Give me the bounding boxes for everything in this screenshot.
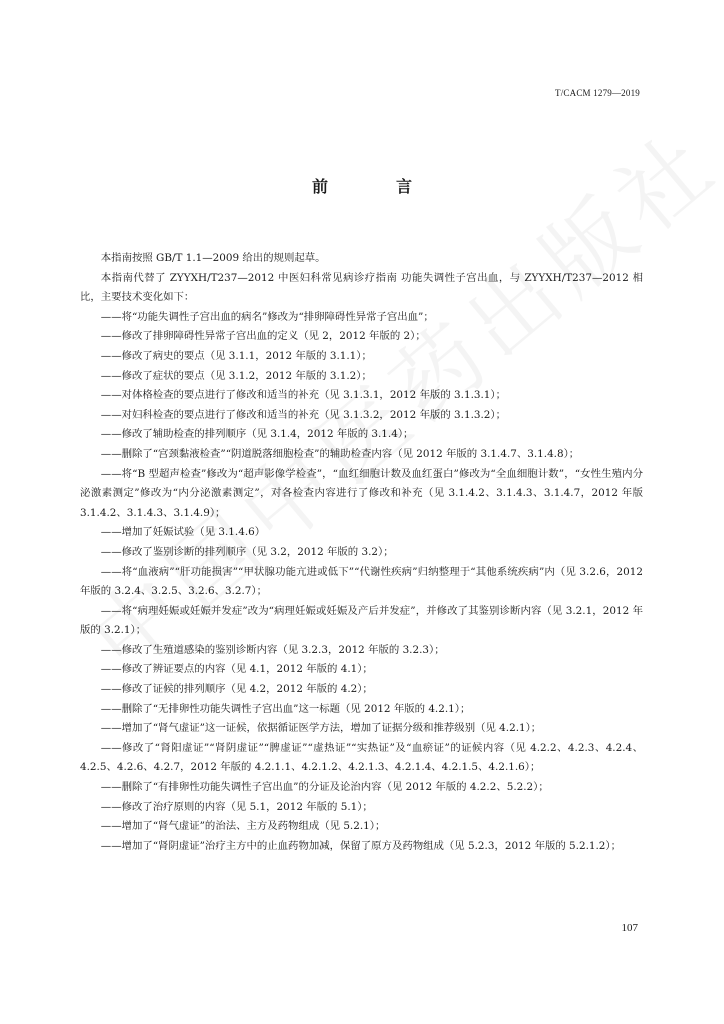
paragraph: ——对体格检查的要点进行了修改和适当的补充（见 3.1.3.1，2012 年版的 3.1.3.1）； <box>100 389 506 402</box>
paragraph: ——增加了“肾阴虚证”治疗主方中的止血药物加减，保留了原方及药物组成（见 5.2.3，2012 年版的 5.2.1.2）； <box>100 839 621 852</box>
paragraph: ——修改了辅助检查的排列顺序（见 3.1.4，2012 年版的 3.1.4）； <box>100 428 414 441</box>
paragraph: ——增加了“肾气虚证”的治法、主方及药物组成（见 5.2.1）； <box>100 820 386 833</box>
paragraph: ——删除了“无排卵性功能失调性子宫出血”这一标题（见 2012 年版的 4.2.1）； <box>100 702 471 715</box>
paragraph: ——将“病理妊娠或妊娠并发症”改为“病理妊娠或妊娠及产后并发症”，并修改了其鉴别诊断内容（见 3.2.1，2012 年版的 3.2.1）； <box>80 604 643 637</box>
paragraph: ——将“B 型超声检查”修改为“超声影像学检查”，“血红细胞计数及血红蛋白”修改为“全血细胞计数”，“女性生殖内分泌激素测定”修改为“内分泌激素测定”，对各检查内容进行了修改和补充（见 3.1.4.2、3.1.4.3、3.1.4.7，2012 年版 3.1.4.2、3.1.4.3、3.1.4.9）； <box>80 467 643 519</box>
paragraph: ——修改了鉴别诊断的排列顺序（见 3.2，2012 年版的 3.2）； <box>100 545 394 558</box>
paragraph: ——将“血液病”“肝功能损害”“甲状腺功能亢进或低下”“代谢性疾病”归纳整理于“其他系统疾病”内（见 3.2.6，2012 年版的 3.2.4、3.2.5、3.2.6、3.2.7）； <box>80 565 643 598</box>
paragraph: ——修改了病史的要点（见 3.1.1，2012 年版的 3.1.1）； <box>100 349 372 362</box>
paragraph: ——修改了“肾阳虚证”“肾阴虚证”“脾虚证”“虚热证”“实热证”及“血瘀证”的证候内容（见 4.2.2、4.2.3、4.2.4、4.2.5、4.2.6、4.2.7，2012 年版的 4.2.1.1、4.2.1.2、4.2.1.3、4.2.1.4、4.2.1.5、4.2.1.6）； <box>80 741 643 774</box>
standard-code: T/CACM 1279—2019 <box>555 88 640 98</box>
paragraph: ——修改了排卵障碍性异常子宫出血的定义（见 2，2012 年版的 2）； <box>100 330 426 343</box>
paragraph: ——修改了生殖道感染的鉴别诊断内容（见 3.2.3，2012 年版的 3.2.3）； <box>100 643 445 656</box>
paragraph: ——修改了证候的排列顺序（见 4.2，2012 年版的 4.2）； <box>100 683 373 696</box>
paragraph: ——增加了妊娠试验（见 3.1.4.6） <box>100 526 266 539</box>
page-title: 前 言 <box>311 177 438 196</box>
paragraph: ——删除了“有排卵性功能失调性子宫出血”的分证及论治内容（见 2012 年版的 4.2.2、5.2.2）； <box>100 781 549 794</box>
paragraph: ——删除了“宫颈黏液检查”“阴道脱落细胞检查”的辅助检查内容（见 2012 年版的 3.1.4.7、3.1.4.8）； <box>100 447 580 460</box>
paragraph: ——修改了症状的要点（见 3.1.2，2012 年版的 3.1.2）； <box>100 369 372 382</box>
paragraph: ——将“功能失调性子宫出血的病名”修改为“排卵障碍性异常子宫出血”； <box>100 310 434 323</box>
paragraph: ——对妇科检查的要点进行了修改和适当的补充（见 3.1.3.2，2012 年版的 3.1.3.2）； <box>100 408 506 421</box>
paragraph: 本指南按照 GB/T 1.1—2009 给出的规则起草。 <box>100 252 326 264</box>
page-number: 107 <box>621 922 638 934</box>
foreword-body <box>80 249 643 856</box>
paragraph: ——修改了辨证要点的内容（见 4.1，2012 年版的 4.1）； <box>100 663 373 676</box>
paragraph: ——修改了治疗原则的内容（见 5.1，2012 年版的 5.1）； <box>100 800 373 813</box>
paragraph: 本指南代替了 ZYYXH/T237—2012 中医妇科常见病诊疗指南 功能失调性子宫出血，与 ZYYXH/T237—2012 相比，主要技术变化如下： <box>80 271 643 304</box>
paragraph: ——增加了“肾气虚证”这一证候，依据循证医学方法，增加了证据分级和推荐级别（见 4.2.1）； <box>100 722 542 735</box>
